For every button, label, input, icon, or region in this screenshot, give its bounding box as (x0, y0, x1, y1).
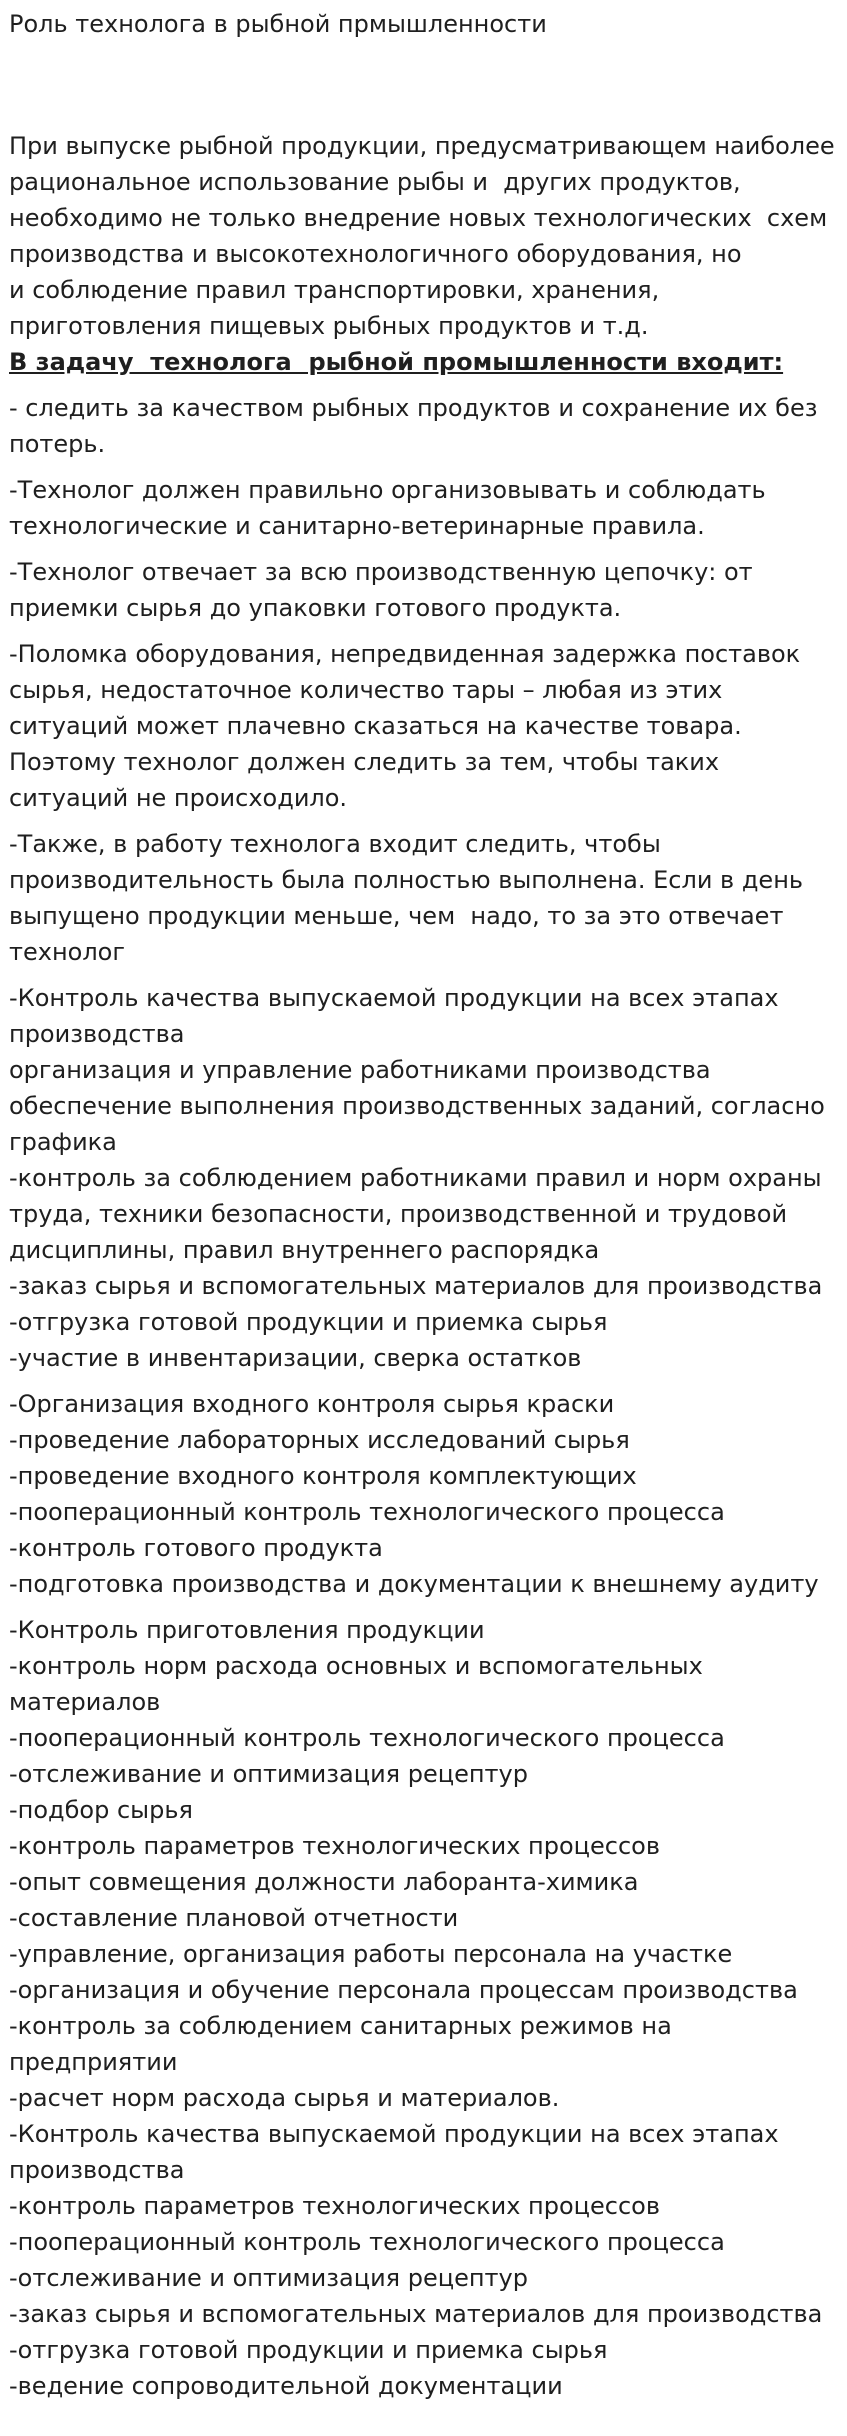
paragraph-line: сырья, недостаточное количество тары – любая из этих (9, 676, 723, 704)
intro-paragraph (9, 128, 838, 344)
list-item: -управление, организация работы персонала на участке (9, 1940, 733, 1968)
paragraph-line: -Технолог отвечает за всю производственную цепочку: от (9, 558, 753, 586)
duty-paragraph-3 (9, 554, 838, 626)
paragraph-line: ситуаций может плачевно сказаться на качестве товара. (9, 712, 742, 740)
list-item: -Контроль качества выпускаемой продукции на всех этапах (9, 2120, 779, 2148)
duty-list-2 (9, 1386, 838, 1602)
list-item: -подбор сырья (9, 1796, 193, 1824)
list-item: труда, техники безопасности, производственной и трудовой (9, 1200, 788, 1228)
list-item: обеспечение выполнения производственных заданий, согласно (9, 1092, 825, 1120)
paragraph-line: производительность была полностью выполнена. Если в день (9, 866, 804, 894)
intro-line: производства и высокотехнологичного оборудования, но (9, 240, 742, 268)
list-item: -составление плановой отчетности (9, 1904, 459, 1932)
list-item: -подготовка производства и документации к внешнему аудиту (9, 1570, 819, 1598)
list-item: -отгрузка готовой продукции и приемка сырья (9, 1308, 608, 1336)
paragraph-line: выпущено продукции меньше, чем надо, то за это отвечает (9, 902, 784, 930)
paragraph-line: ситуаций не происходило. (9, 784, 348, 812)
list-item: -организация и обучение персонала процессам производства (9, 1976, 798, 2004)
list-item: материалов (9, 1688, 161, 1716)
list-item: -Контроль качества выпускаемой продукции на всех этапах (9, 984, 779, 1012)
document-title: Роль технолога в рыбной прмышленности (9, 10, 547, 38)
list-item: -контроль за соблюдением санитарных режимов на (9, 2012, 672, 2040)
list-item: -заказ сырья и вспомогательных материалов для производства (9, 1272, 823, 1300)
list-item: -проведение входного контроля комплектующих (9, 1462, 637, 1490)
duty-paragraph-5 (9, 826, 838, 970)
list-item: -контроль готового продукта (9, 1534, 383, 1562)
list-item: -контроль за соблюдением работниками правил и норм охраны (9, 1164, 822, 1192)
list-item: графика (9, 1128, 117, 1156)
list-item: производства (9, 2156, 185, 2184)
list-item: дисциплины, правил внутреннего распорядка (9, 1236, 600, 1264)
paragraph-line: - следить за качеством рыбных продуктов и сохранение их без (9, 394, 818, 422)
list-item: предприятии (9, 2048, 178, 2076)
duty-list-1 (9, 980, 838, 1376)
duty-paragraph-1 (9, 390, 838, 462)
duty-list-3 (9, 1612, 838, 2404)
list-item: -пооперационный контроль технологического процесса (9, 1724, 725, 1752)
paragraph-line: технологические и санитарно-ветеринарные правила. (9, 512, 705, 540)
list-item: -Организация входного контроля сырья краски (9, 1390, 615, 1418)
list-item: -опыт совмещения должности лаборанта-химика (9, 1868, 639, 1896)
list-item: -заказ сырья и вспомогательных материалов для производства (9, 2300, 823, 2328)
list-item: -расчет норм расхода сырья и материалов. (9, 2084, 560, 2112)
duty-paragraph-4 (9, 636, 838, 816)
intro-line: необходимо не только внедрение новых технологических схем (9, 204, 828, 232)
intro-line: При выпуске рыбной продукции, предусматривающем наиболее (9, 132, 835, 160)
list-item: -отслеживание и оптимизация рецептур (9, 2264, 528, 2292)
paragraph-line: Поэтому технолог должен следить за тем, чтобы таких (9, 748, 720, 776)
paragraph-line: -Также, в работу технолога входит следить, чтобы (9, 830, 661, 858)
list-item: -проведение лабораторных исследований сырья (9, 1426, 630, 1454)
list-item: организация и управление работниками производства (9, 1056, 711, 1084)
paragraph-line: потерь. (9, 430, 106, 458)
section-heading: В задачу технолога рыбной промышленности входит: (9, 348, 784, 376)
intro-line: приготовления пищевых рыбных продуктов и т.д. (9, 312, 649, 340)
list-item: -ведение сопроводительной документации (9, 2372, 563, 2400)
list-item: -пооперационный контроль технологического процесса (9, 2228, 725, 2256)
intro-line: рациональное использование рыбы и других продуктов, (9, 168, 741, 196)
list-item: -Контроль приготовления продукции (9, 1616, 485, 1644)
intro-line: и соблюдение правил транспортировки, хранения, (9, 276, 660, 304)
paragraph-line: технолог (9, 938, 125, 966)
list-item: -отгрузка готовой продукции и приемка сырья (9, 2336, 608, 2364)
list-item: -контроль норм расхода основных и вспомогательных (9, 1652, 703, 1680)
duty-paragraph-2 (9, 472, 838, 544)
paragraph-line: -Технолог должен правильно организовывать и соблюдать (9, 476, 766, 504)
list-item: -контроль параметров технологических процессов (9, 2192, 660, 2220)
list-item: производства (9, 1020, 185, 1048)
list-item: -участие в инвентаризации, сверка остатков (9, 1344, 582, 1372)
list-item: -контроль параметров технологических процессов (9, 1832, 660, 1860)
list-item: -отслеживание и оптимизация рецептур (9, 1760, 528, 1788)
paragraph-line: -Поломка оборудования, непредвиденная задержка поставок (9, 640, 801, 668)
paragraph-line: приемки сырья до упаковки готового продукта. (9, 594, 622, 622)
list-item: -пооперационный контроль технологического процесса (9, 1498, 725, 1526)
